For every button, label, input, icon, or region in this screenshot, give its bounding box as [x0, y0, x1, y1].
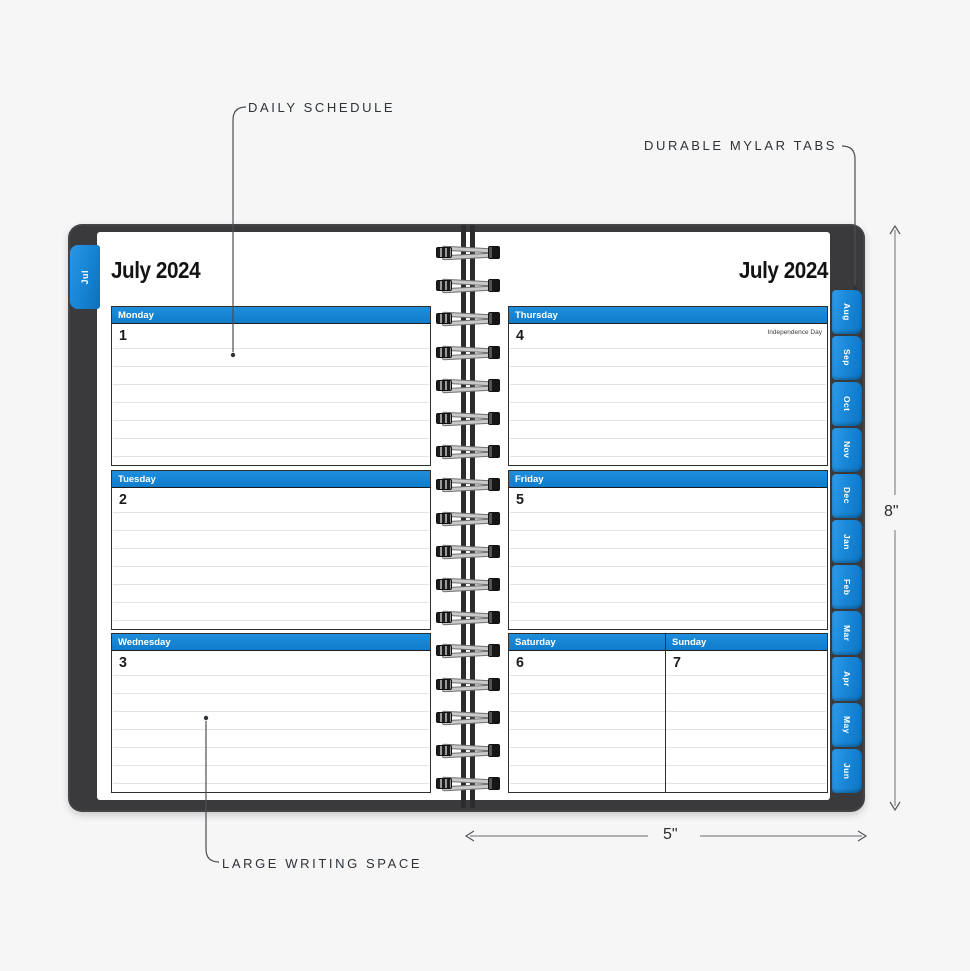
day-header-tuesday: [112, 471, 430, 488]
month-tab-nov: [832, 428, 862, 472]
day-name-thursday: Thursday: [515, 310, 558, 321]
month-tab-jun: [832, 749, 862, 793]
callout-large-writing-space: LARGE WRITING SPACE: [222, 856, 423, 871]
spiral-coil-loop: [436, 644, 500, 658]
day-content-wednesday: [112, 651, 430, 792]
month-tab-may-label: May: [842, 716, 852, 734]
month-tab-jul-label: Jul: [80, 269, 90, 285]
spiral-coil-loop: [436, 512, 500, 526]
spiral-coil-loop: [436, 545, 500, 559]
month-tab-feb-label: Feb: [842, 579, 852, 596]
spiral-coil-loop: [436, 312, 500, 326]
month-tab-mar: [832, 611, 862, 655]
spiral-coil-loop: [436, 379, 500, 393]
day-block-thursday: [508, 306, 828, 466]
day-name-wednesday: Wednesday: [118, 637, 171, 648]
ruled-lines: [113, 348, 429, 462]
spiral-coil-loop: [436, 346, 500, 360]
day-number-tuesday: 2: [119, 491, 127, 508]
month-tab-oct: [832, 382, 862, 426]
planner-cover: [68, 224, 865, 812]
day-header-wednesday: [112, 634, 430, 651]
holiday-note-independence-day: Independence Day: [767, 329, 822, 336]
month-tab-feb: [832, 565, 862, 609]
left-page-month-title: July 2024: [111, 257, 201, 283]
day-block-weekend: [508, 633, 828, 793]
spiral-coil-loop: [436, 445, 500, 459]
spiral-coil-loop: [436, 279, 500, 293]
spiral-coil-loop: [436, 744, 500, 758]
height-dimension-label: 8": [884, 503, 899, 520]
spiral-coil-loop: [436, 578, 500, 592]
month-tab-dec-label: Dec: [842, 487, 852, 504]
day-block-monday: [111, 306, 431, 466]
spiral-coil-loop: [436, 711, 500, 725]
spiral-coil-loop: [436, 678, 500, 692]
day-block-wednesday: [111, 633, 431, 793]
day-header-thursday: [509, 307, 827, 324]
weekend-divider-line: [665, 634, 666, 792]
month-tab-sep-label: Sep: [842, 349, 852, 367]
spiral-coil-loop: [436, 777, 500, 791]
month-tab-sep: [832, 336, 862, 380]
ruled-lines: [113, 512, 429, 626]
day-content-weekend: [509, 651, 827, 792]
day-number-thursday: 4: [516, 327, 524, 344]
month-tab-jun-label: Jun: [842, 762, 852, 780]
day-number-monday: 1: [119, 327, 127, 344]
callout-durable-mylar-tabs: DURABLE MYLAR TABS: [644, 138, 837, 153]
spiral-coil-loop: [436, 412, 500, 426]
day-number-saturday: 6: [516, 654, 524, 671]
month-tab-mar-label: Mar: [842, 625, 852, 642]
month-tab-aug-label: Aug: [842, 303, 852, 321]
day-name-monday: Monday: [118, 310, 154, 321]
ruled-lines: [510, 512, 826, 626]
day-name-friday: Friday: [515, 474, 544, 485]
day-header-weekend: [509, 634, 827, 651]
day-content-tuesday: [112, 488, 430, 629]
ruled-lines: [113, 675, 429, 789]
spiral-coil-loop: [436, 246, 500, 260]
month-tab-apr: [832, 657, 862, 701]
spiral-coil-loop: [436, 611, 500, 625]
day-content-friday: [509, 488, 827, 629]
callout-daily-schedule: DAILY SCHEDULE: [248, 100, 396, 115]
month-tab-jan: [832, 520, 862, 564]
day-name-tuesday: Tuesday: [118, 474, 156, 485]
ruled-lines: [510, 675, 826, 789]
month-tab-dec: [832, 474, 862, 518]
day-header-monday: [112, 307, 430, 324]
day-header-friday: [509, 471, 827, 488]
ruled-lines: [510, 348, 826, 462]
month-tab-jul: [70, 245, 100, 309]
day-number-sunday: 7: [673, 654, 681, 671]
month-tab-jan-label: Jan: [842, 533, 852, 550]
spiral-coil-loop: [436, 478, 500, 492]
day-number-friday: 5: [516, 491, 524, 508]
month-tab-apr-label: Apr: [842, 671, 852, 688]
day-block-tuesday: [111, 470, 431, 630]
month-tab-nov-label: Nov: [842, 441, 852, 459]
day-content-thursday: [509, 324, 827, 465]
day-block-friday: [508, 470, 828, 630]
right-page-month-title: July 2024: [738, 257, 828, 283]
width-dimension-label: 5": [663, 826, 678, 843]
day-name-saturday: Saturday: [515, 637, 556, 648]
day-name-sunday: Sunday: [672, 637, 707, 648]
month-tab-may: [832, 703, 862, 747]
day-number-wednesday: 3: [119, 654, 127, 671]
month-tab-aug: [832, 290, 862, 334]
day-content-monday: [112, 324, 430, 465]
month-tab-oct-label: Oct: [842, 396, 852, 412]
mylar-tab-strip: [832, 290, 862, 793]
spiral-binding: [436, 224, 500, 812]
